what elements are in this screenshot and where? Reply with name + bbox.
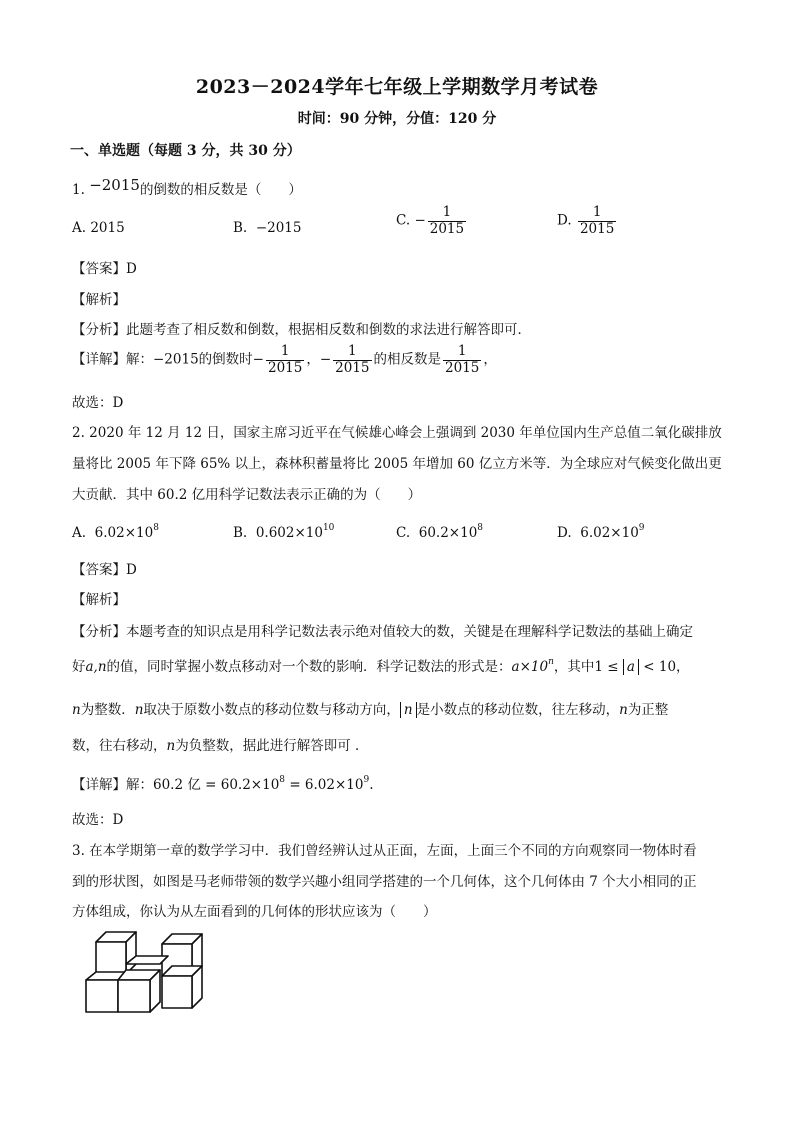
cube xyxy=(96,932,136,974)
q2-stem-line-2: 量将比 2005 年下降 65% 以上，森林积蓄量将比 2005 年增加 60 亿立方米等．为全球应对气候变化做出更 xyxy=(72,456,722,472)
exponent: 8 xyxy=(477,523,484,533)
option-value: 2015 xyxy=(90,220,125,236)
answer-value: D xyxy=(126,562,137,578)
option-value: −2015 xyxy=(255,220,302,236)
cube-stack-figure xyxy=(82,928,222,1018)
q1-option-a xyxy=(72,220,125,236)
section-heading-single-choice: 一、单选题（每题 3 分，共 30 分） xyxy=(70,143,301,159)
variable-n: n xyxy=(166,738,176,754)
q2-xiangjie xyxy=(72,773,374,793)
numerator: 1 xyxy=(592,204,602,220)
variable-n: n xyxy=(72,702,81,718)
xiangjie-text: 的相反数是 xyxy=(373,351,442,368)
period: . xyxy=(369,777,374,793)
option-base: 6.02×10 xyxy=(580,525,639,541)
q1-expression: −2015 xyxy=(89,176,140,194)
fenxi-text: 取决于原数小数点的移动位数与移动方向， xyxy=(143,702,400,718)
exponent: 9 xyxy=(638,523,645,533)
answer-label: 【答案】 xyxy=(72,261,126,277)
q2-option-b xyxy=(233,523,334,541)
xiangjie-text: 解：−2015的倒数时 xyxy=(126,351,253,368)
option-label: D. xyxy=(557,525,572,541)
numerator: 1 xyxy=(442,204,452,220)
q2-fenxi-line-4 xyxy=(72,734,369,754)
exponent: 10 xyxy=(322,523,335,533)
exponent: 8 xyxy=(279,775,286,785)
q2-fenxi-line-1 xyxy=(72,620,693,640)
fenxi-text: 好 xyxy=(72,659,86,675)
q2-choose: 故选：D xyxy=(72,812,124,828)
q1-answer xyxy=(72,257,137,277)
absolute-value: a xyxy=(623,659,639,675)
denominator: 2015 xyxy=(335,359,370,376)
option-base: 60.2×10 xyxy=(418,525,478,541)
denominator: 2015 xyxy=(429,220,465,237)
option-label: D. xyxy=(557,212,572,229)
q3-stem-line-1: 3. 在本学期第一章的数学学习中．我们曾经辨认过从正面，左面，上面三个不同的方向观察同一物体时看 xyxy=(72,843,697,859)
fraction xyxy=(333,344,371,376)
q2-fenxi-line-2 xyxy=(72,655,690,675)
variables: a,n xyxy=(85,659,107,675)
exponent: 8 xyxy=(153,523,159,533)
option-label: A. xyxy=(72,220,87,236)
fenxi-text: ，其中 xyxy=(553,659,595,675)
fenxi-label: 【分析】 xyxy=(72,624,126,640)
denominator: 2015 xyxy=(267,359,303,376)
fraction xyxy=(428,205,466,237)
option-label: C. xyxy=(396,212,411,229)
xiangjie-label: 【详解】 xyxy=(72,351,126,368)
variable-n: n xyxy=(619,702,628,718)
q2-option-c xyxy=(396,523,483,541)
q1-choose: 故选：D xyxy=(72,395,124,411)
xiangjie-text: 解：60.2 亿 = 60.2×10 xyxy=(126,777,280,793)
q2-option-d xyxy=(557,523,645,541)
cube xyxy=(162,966,202,1008)
option-base: 0.602×10 xyxy=(255,525,323,541)
numerator: 1 xyxy=(280,343,290,359)
q1-fenxi xyxy=(72,318,531,338)
q2-option-a xyxy=(72,523,159,541)
q1-xiangjie xyxy=(72,344,497,376)
comma: ， xyxy=(676,659,690,675)
q3-stem-line-2: 到的形状图，如图是马老师带领的数学兴趣小组同学搭建的一个几何体，这个几何体由 7 个大小相同的正 xyxy=(72,874,697,890)
minus-sign: − xyxy=(252,351,264,368)
minus-sign: − xyxy=(414,212,426,229)
numerator: 1 xyxy=(348,343,357,359)
xiangjie-label: 【详解】 xyxy=(72,777,126,793)
fenxi-text: 为整数． xyxy=(80,702,135,718)
fraction xyxy=(443,344,481,376)
fraction xyxy=(266,344,304,376)
question-number: 1. xyxy=(72,182,85,198)
fenxi-text: 此题考查了相反数和倒数，根据相反数和倒数的求法进行解答即可． xyxy=(126,322,531,338)
cube xyxy=(118,970,160,1012)
exponent: n xyxy=(548,657,554,667)
denominator: 2015 xyxy=(445,359,480,376)
fenxi-text: 为负整数，据此进行解答即可 ． xyxy=(175,738,369,754)
fenxi-text: 为正整 xyxy=(627,702,669,718)
sci-notation-form: a×10 xyxy=(511,659,549,675)
q3-stem-line-3: 方体组成，你认为从左面看到的几何体的形状应该为（ ） xyxy=(72,904,437,920)
page-title: 2023－2024学年七年级上学期数学月考试卷 xyxy=(195,76,599,98)
answer-value: D xyxy=(126,261,137,277)
option-label: B. xyxy=(233,525,248,541)
fenxi-text: 数，往右移动， xyxy=(72,738,167,754)
q2-analysis-label: 【解析】 xyxy=(72,592,126,608)
xiangjie-text: = 6.02×10 xyxy=(285,777,364,793)
comma: ， xyxy=(306,351,320,368)
option-label: A. xyxy=(72,525,87,541)
q2-stem-line-3: 大贡献．其中 60.2 亿用科学记数法表示正确的为（ ） xyxy=(72,487,422,503)
option-label: B. xyxy=(233,220,248,236)
q1-option-b xyxy=(233,220,301,236)
q1-stem-text: 的倒数的相反数是（ ） xyxy=(139,182,302,198)
q2-answer xyxy=(72,558,137,578)
option-base: 6.02×10 xyxy=(94,525,154,541)
q1-analysis-label: 【解析】 xyxy=(72,292,126,308)
q1-option-c xyxy=(396,205,468,237)
q1-option-d xyxy=(557,205,618,237)
answer-label: 【答案】 xyxy=(72,562,126,578)
minus-sign: − xyxy=(319,351,332,368)
fenxi-text: 的值，同时掌握小数点移动对一个数的影响．科学记数法的形式是： xyxy=(106,659,512,675)
comma: ， xyxy=(483,351,497,368)
fenxi-text: 本题考查的知识点是用科学记数法表示绝对值较大的数，关键是在理解科学记数法的基础上确定 xyxy=(126,624,693,640)
question-1-stem xyxy=(72,178,302,198)
variable-n: n xyxy=(134,702,144,718)
range-text: 1 ≤ xyxy=(594,659,619,675)
option-label: C. xyxy=(396,525,411,541)
numerator: 1 xyxy=(457,343,467,359)
q2-stem-line-1: 2. 2020 年 12 月 12 日，国家主席习近平在气候雄心峰会上强调到 2030 年单位国内生产总值二氧化碳排放 xyxy=(72,425,722,441)
exponent: 9 xyxy=(363,775,370,785)
q2-fenxi-line-3 xyxy=(72,698,668,718)
fraction xyxy=(578,205,616,237)
fenxi-text: 是小数点的移动位数，往左移动， xyxy=(416,702,620,718)
denominator: 2015 xyxy=(579,220,615,237)
fenxi-label: 【分析】 xyxy=(72,322,126,338)
absolute-value: n xyxy=(400,702,417,718)
exam-time-score: 时间：90 分钟，分值：120 分 xyxy=(297,111,497,127)
range-text: < 10 xyxy=(643,659,677,675)
